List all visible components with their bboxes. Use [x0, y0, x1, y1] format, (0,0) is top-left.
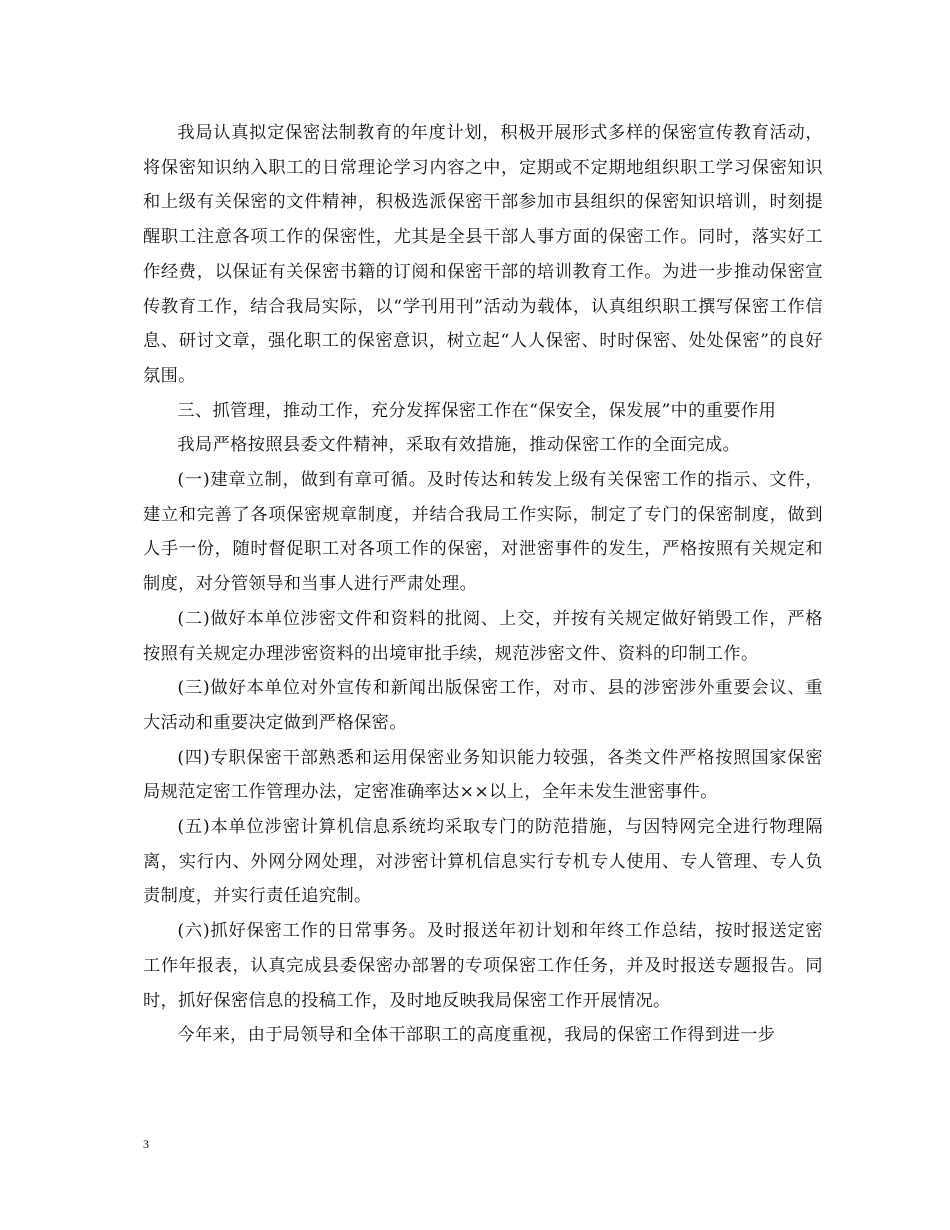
- section-heading-three: 三、抓管理，推动工作，充分发挥保密工作在“保安全，保发展”中的重要作用: [177, 400, 777, 421]
- paragraph-item-5: (五)本单位涉密计算机信息系统均采取专门的防范措施，与因特网完全进行物理隔离，实行内、外网分网处理，对涉密计算机信息实行专机专人使用、专人管理、专人负责制度，并实行责任追究制。: [143, 817, 823, 907]
- paragraph-closing: 今年来，由于局领导和全体干部职工的高度重视，我局的保密工作得到进一步: [177, 1025, 776, 1046]
- paragraph-item-6: (六)抓好保密工作的日常事务。及时报送年初计划和年终工作总结，按时报送定密工作年报表，认真完成县委保密办部署的专项保密工作任务，并及时报送专题报告。同时，抓好保密信息的投稿工作，及时地反映我局保密工作开展情况。: [143, 921, 823, 1011]
- paragraph-item-3: (三)做好本单位对外宣传和新闻出版保密工作，对市、县的涉密涉外重要会议、重大活动和重要决定做到严格保密。: [143, 678, 823, 733]
- document-body: [143, 116, 823, 1053]
- paragraph-item-1: (一)建章立制，做到有章可循。及时传达和转发上级有关保密工作的指示、文件，建立和完善了各项保密规章制度，并结合我局工作实际，制定了专门的保密制度，做到人手一份，随时督促职工对各项工作的保密，对泄密事件的发生，严格按照有关规定和制度，对分管领导和当事人进行严肃处理。: [143, 470, 823, 595]
- paragraph-section-intro: 我局严格按照县委文件精神，采取有效措施，推动保密工作的全面完成。: [177, 435, 741, 456]
- page-number: 3: [143, 1137, 149, 1151]
- paragraph-publicity-education: 我局认真拟定保密法制教育的年度计划，积极开展形式多样的保密宣传教育活动，将保密知识纳入职工的日常理论学习内容之中，定期或不定期地组织职工学习保密知识和上级有关保密的文件精神，积极选派保密干部参加市县组织的保密知识培训，时刻提醒职工注意各项工作的保密性，尤其是全县干部人事方面的保密工作。同时，落实好工作经费，以保证有关保密书籍的订阅和保密干部的培训教育工作。为进一步推动保密宣传教育工作，结合我局实际，以“学刊用刊”活动为载体，认真组织职工撰写保密工作信息、研讨文章，强化职工的保密意识，树立起“人人保密、时时保密、处处保密”的良好氛围。: [143, 123, 823, 386]
- paragraph-item-2: (二)做好本单位涉密文件和资料的批阅、上交，并按有关规定做好销毁工作，严格按照有关规定办理涉密资料的出境审批手续，规范涉密文件、资料的印制工作。: [143, 608, 823, 664]
- paragraph-item-4: (四)专职保密干部熟悉和运用保密业务知识能力较强，各类文件严格按照国家保密局规范定密工作管理办法，定密准确率达××以上，全年未发生泄密事件。: [143, 747, 823, 803]
